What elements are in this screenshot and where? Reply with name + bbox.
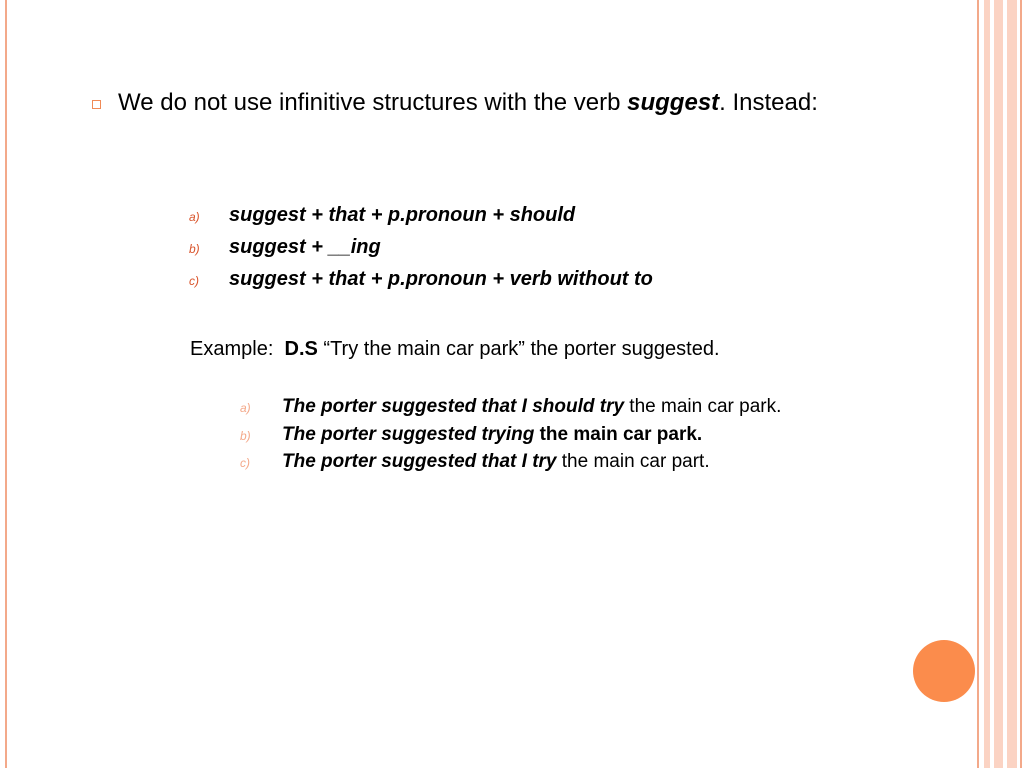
- list-marker: b): [189, 242, 200, 256]
- answer-emphasis: The porter suggested that I should try: [282, 396, 625, 417]
- square-bullet-icon: [92, 100, 101, 109]
- list-marker: a): [240, 401, 251, 415]
- intro-text-after: . Instead:: [719, 89, 818, 116]
- example-label: Example:: [190, 338, 274, 360]
- list-marker: c): [189, 274, 199, 288]
- list-item: [240, 448, 781, 476]
- structure-text: suggest + that + p.pronoun + should: [229, 204, 576, 226]
- right-stripe-1: [984, 0, 990, 768]
- intro-text-before: We do not use infinitive structures with the verb: [118, 89, 628, 116]
- right-stripe-3: [1007, 0, 1017, 768]
- right-frame-line-inner: [977, 0, 979, 768]
- left-frame-line: [5, 0, 7, 768]
- list-item: [189, 199, 653, 231]
- decorative-circle: [913, 640, 975, 702]
- list-item: [189, 231, 653, 263]
- list-marker: a): [189, 210, 200, 224]
- answer-emphasis: The porter suggested that I try: [282, 451, 557, 472]
- right-frame-line-outer: [1020, 0, 1022, 768]
- list-marker: c): [240, 456, 250, 470]
- answer-rest: the main car park.: [534, 423, 703, 445]
- structure-list: [189, 199, 653, 295]
- structure-text: suggest + __ing: [229, 236, 381, 258]
- answer-rest: the main car park.: [624, 396, 782, 417]
- answer-rest: the main car part.: [556, 451, 710, 472]
- list-item: [240, 421, 781, 449]
- list-item: [240, 393, 781, 421]
- right-stripe-2: [994, 0, 1003, 768]
- intro-paragraph: [118, 86, 898, 120]
- example-line: [190, 336, 720, 362]
- example-ds: D.S: [284, 338, 318, 360]
- intro-verb: suggest: [627, 89, 720, 116]
- list-item: [189, 263, 653, 295]
- answer-list: [240, 393, 781, 476]
- list-marker: b): [240, 428, 251, 443]
- structure-text: suggest + that + p.pronoun + verb without to: [229, 268, 653, 290]
- example-sentence: “Try the main car park” the porter suggested.: [323, 338, 720, 360]
- answer-emphasis: The porter suggested trying: [282, 423, 535, 445]
